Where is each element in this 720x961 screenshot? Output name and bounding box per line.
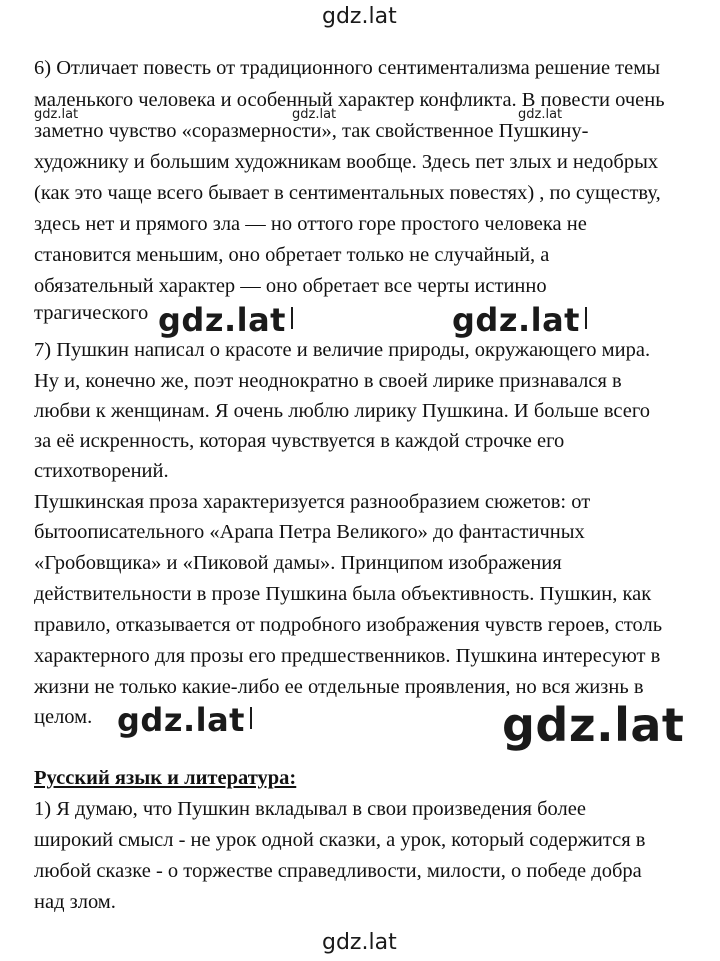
- text-line: маленького человека и особенный характер конфликта. В повести очень: [34, 89, 665, 111]
- watermark-small: gdz.lat: [518, 107, 563, 122]
- text-line: 7) Пушкин написал о красоте и величие природы, окружающего мира.: [34, 339, 651, 361]
- text-line: стихотворений.: [34, 460, 169, 482]
- watermark-mid: gdz.lat: [117, 704, 252, 736]
- text-line: Пушкинская проза характеризуется разнообразием сюжетов: от: [34, 491, 591, 513]
- text-line: (как это чаще всего бывает в сентиментальных повестях) , по существу,: [34, 182, 661, 204]
- text-line: бытоописательного «Арапа Петра Великого» до фантастичных: [34, 521, 585, 543]
- watermark-small: gdz.lat: [34, 107, 79, 122]
- watermark-top: gdz.lat: [322, 4, 397, 29]
- watermark-bottom: gdz.lat: [322, 930, 397, 955]
- text-line: правило, отказывается от подробного изображения чувств героев, столь: [34, 614, 663, 636]
- text-line: действительности в прозе Пушкина была объективность. Пушкин, как: [34, 583, 652, 605]
- watermark-big: gdz.lat: [502, 698, 685, 752]
- text-line: трагического: [34, 302, 149, 324]
- text-line: 6) Отличает повесть от традиционного сентиментализма решение темы: [34, 57, 660, 79]
- text-line: Ну и, конечно же, поэт неоднократно в своей лирике признавался в: [34, 370, 622, 392]
- text-line: обязательный характер — оно обретает все черты истинно: [34, 275, 547, 297]
- text-line: характерного для прозы его предшественников. Пушкина интересуют в: [34, 645, 661, 667]
- text-line: «Гробовщика» и «Пиковой дамы». Принципом изображения: [34, 552, 562, 574]
- text-line: широкий смысл - не урок одной сказки, а урок, который содержится в: [34, 829, 646, 851]
- text-line: целом.: [34, 706, 93, 728]
- watermark-small: gdz.lat: [292, 107, 337, 122]
- text-line: художнику и большим художникам вообще. Здесь пет злых и недобрых: [34, 151, 659, 173]
- text-line: 1) Я думаю, что Пушкин вкладывал в свои произведения более: [34, 798, 586, 820]
- text-line: за её искренность, которая чувствуется в каждой строчке его: [34, 430, 565, 452]
- text-line: любой сказке - о торжестве справедливости, милости, о победе добра: [34, 860, 642, 882]
- section-heading: Русский язык и литература:: [34, 767, 297, 789]
- watermark-mid: gdz.lat: [158, 304, 293, 336]
- text-line: жизни не только какие-либо ее отдельные проявления, но вся жизнь в: [34, 676, 644, 698]
- text-line: здесь нет и прямого зла — но оттого горе простого человека не: [34, 213, 587, 235]
- text-line: любви к женщинам. Я очень люблю лирику Пушкина. И больше всего: [34, 400, 650, 422]
- text-line: становится меньшим, оно обретает только не случайный, а: [34, 244, 550, 266]
- text-line: заметно чувство «соразмерности», так свойственное Пушкину-: [34, 120, 589, 142]
- text-line: над злом.: [34, 891, 116, 913]
- watermark-mid: gdz.lat: [452, 304, 587, 336]
